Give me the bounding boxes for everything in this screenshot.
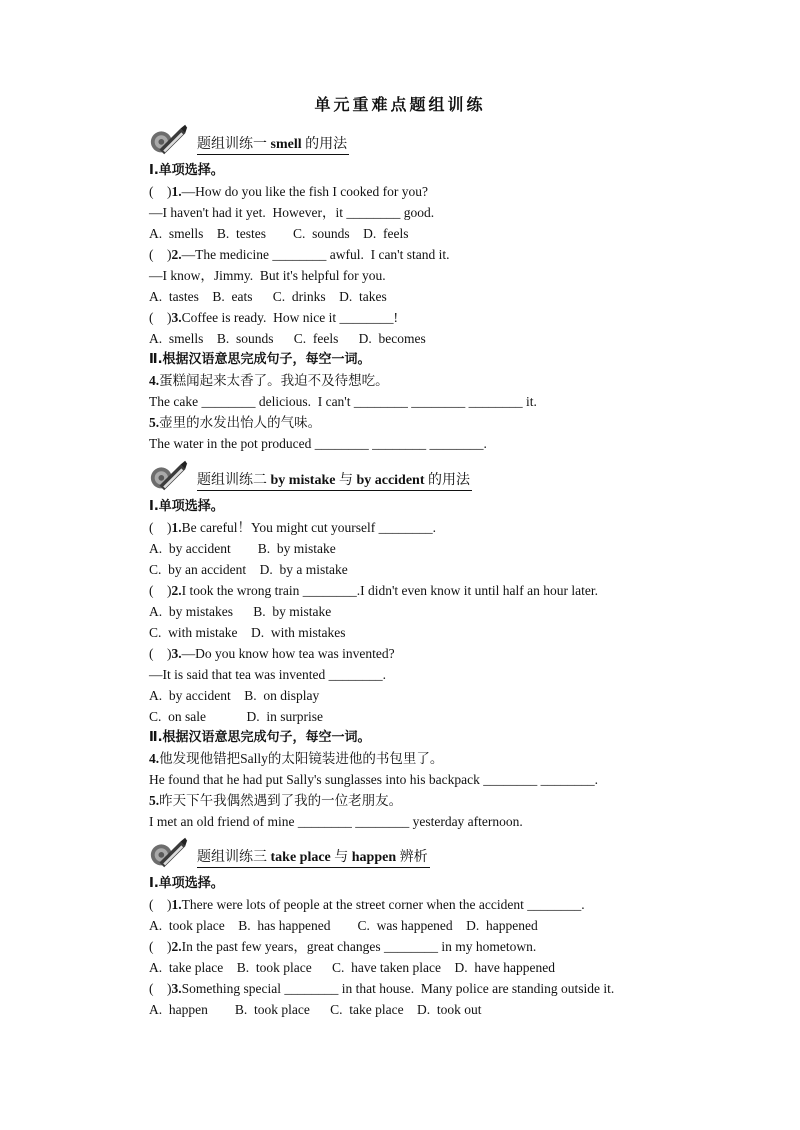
group-header-2 (148, 456, 648, 496)
answer-options: C. with mistake D. with mistakes (149, 625, 346, 640)
question-3: ( )3.—Do you know how tea was invented? (149, 646, 395, 661)
question-2: ( )2.I took the wrong train ________.I didn't even know it until half an hour later. (149, 583, 598, 598)
answer-bracket[interactable]: ( ) (149, 897, 172, 912)
answer-options: A. happen B. took place C. take place D. took out (149, 1002, 482, 1017)
question-4-english: The cake ________ delicious. I can't ________ ________ ________ it. (149, 394, 537, 409)
question-5-chinese: 5.昨天下午我偶然遇到了我的一位老朋友。 (149, 793, 403, 808)
question-1: ( )1.—How do you like the fish I cooked for you? (149, 184, 428, 199)
question-5-english: I met an old friend of mine ________ ________ yesterday afternoon. (149, 814, 523, 829)
answer-options: A. take place B. took place C. have taken place D. have happened (149, 960, 555, 975)
section-heading: Ⅰ.单项选择。 (149, 163, 224, 178)
answer-options: A. smells B. testes C. sounds D. feels (149, 226, 409, 241)
answer-bracket[interactable]: ( ) (149, 981, 172, 996)
group-title: 题组训练一 smell 的用法 (197, 136, 349, 155)
answer-options: A. by accident B. on display (149, 688, 320, 703)
answer-options: A. by mistakes B. by mistake (149, 604, 332, 619)
question-3: ( )3.Coffee is ready. How nice it ________! (149, 310, 398, 325)
section-heading: Ⅱ.根据汉语意思完成句子，每空一词。 (149, 730, 371, 745)
answer-bracket[interactable]: ( ) (149, 646, 172, 661)
group-header-3 (148, 833, 648, 873)
group-title: 题组训练二 by mistake 与 by accident 的用法 (197, 472, 472, 491)
section-heading: Ⅰ.单项选择。 (149, 499, 224, 514)
section-heading: Ⅱ.根据汉语意思完成句子，每空一词。 (149, 352, 371, 367)
answer-options: C. on sale D. in surprise (149, 709, 323, 724)
question-3: ( )3.Something special ________ in that house. Many police are standing outside it. (149, 981, 615, 996)
question-4-chinese: 4.他发现他错把Sally的太阳镜装进他的书包里了。 (149, 751, 444, 766)
question-5-chinese: 5.壶里的水发出怡人的气味。 (149, 415, 322, 430)
answer-bracket[interactable]: ( ) (149, 184, 172, 199)
section-heading: Ⅰ.单项选择。 (149, 876, 224, 891)
page-title: 单元重难点题组训练 (314, 95, 486, 114)
answer-options: A. by accident B. by mistake (149, 541, 336, 556)
answer-options: C. by an accident D. by a mistake (149, 562, 348, 577)
question-2: ( )2.—The medicine ________ awful. I can't stand it. (149, 247, 450, 262)
question-1: ( )1.There were lots of people at the street corner when the accident ________. (149, 897, 585, 912)
question-4-english: He found that he had put Sally's sunglasses into his backpack ________ ________. (149, 772, 599, 787)
answer-bracket[interactable]: ( ) (149, 247, 172, 262)
pen-icon (148, 833, 188, 873)
question-text: —It is said that tea was invented ________. (149, 667, 386, 682)
answer-options: A. took place B. has happened C. was happened D. happened (149, 918, 538, 933)
question-4-chinese: 4.蛋糕闻起来太香了。我迫不及待想吃。 (149, 373, 389, 388)
question-text: —I haven't had it yet. However，it ________ good. (149, 205, 435, 220)
answer-bracket[interactable]: ( ) (149, 939, 172, 954)
answer-bracket[interactable]: ( ) (149, 583, 172, 598)
question-5-english: The water in the pot produced ________ ________ ________. (149, 436, 487, 451)
question-1: ( )1.Be careful！You might cut yourself ________. (149, 520, 436, 535)
answer-options: A. smells B. sounds C. feels D. becomes (149, 331, 426, 346)
group-header-1 (148, 120, 648, 160)
question-2: ( )2.In the past few years，great changes ________ in my hometown. (149, 939, 537, 954)
answer-bracket[interactable]: ( ) (149, 520, 172, 535)
group-title: 题组训练三 take place 与 happen 辨析 (197, 849, 430, 868)
answer-options: A. tastes B. eats C. drinks D. takes (149, 289, 387, 304)
answer-bracket[interactable]: ( ) (149, 310, 172, 325)
pen-icon (148, 120, 188, 160)
pen-icon (148, 456, 188, 496)
question-text: —I know，Jimmy. But it's helpful for you. (149, 268, 386, 283)
